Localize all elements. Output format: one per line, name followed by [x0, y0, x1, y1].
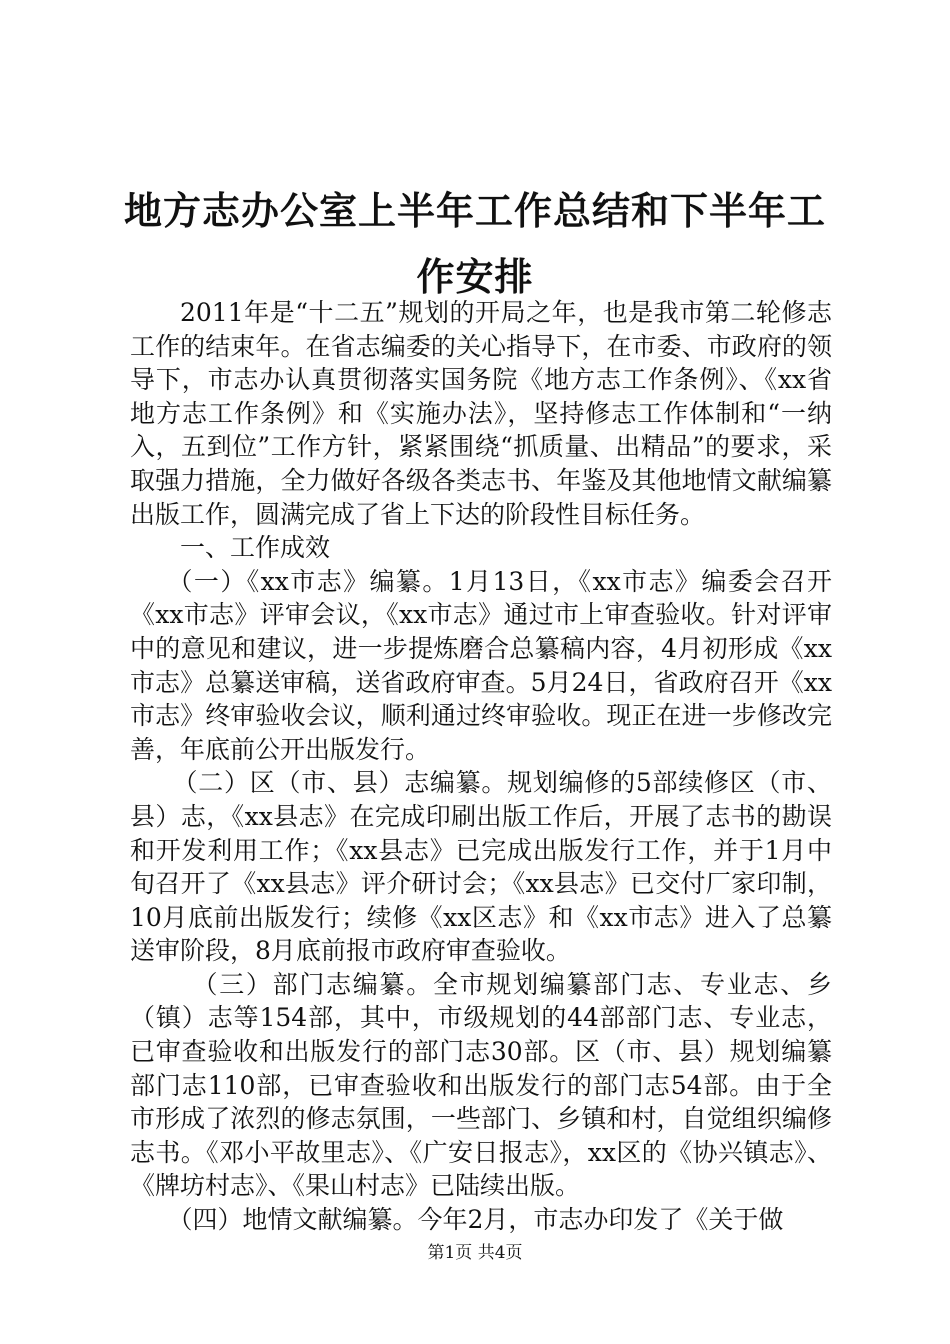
paragraph-city-gazetteer: （一）《xx市志》编纂。1月13日，《xx市志》编委会召开《xx市志》评审会议，《xx市志》通过市上审查验收。针对评审中的意见和建议，进一步提炼磨合总纂稿内容，4月初形成《xx市志》总纂送审稿，送省政府审查。5月24日，省政府召开《xx市志》终审验收会议，顺利通过终审验收。现正在进一步修改完善，年底前公开出版发行。	[130, 566, 832, 764]
page-number-footer: 第1页 共4页	[427, 1243, 523, 1263]
document-body	[130, 296, 832, 1237]
paragraph-county-gazetteer: （二）区（市、县）志编纂。规划编修的5部续修区（市、县）志，《xx县志》在完成印刷出版工作后，开展了志书的勘误和开发利用工作；《xx县志》已完成出版发行工作，并于1月中旬召开了《xx县志》评介研讨会；《xx县志》已交付厂家印制，10月底前出版发行；续修《xx区志》和《xx市志》进入了总纂送审阶段，8月底前报市政府审查验收。	[130, 768, 832, 966]
document-title: 地方志办公室上半年工作总结和下半年工作安排	[123, 188, 826, 299]
paragraph-department-gazetteer: （三）部门志编纂。全市规划编纂部门志、专业志、乡（镇）志等154部，其中，市级规划的44部部门志、专业志，已审查验收和出版发行的部门志30部。区（市、县）规划编纂部门志110部，已审查验收和出版发行的部门志54部。由于全市形成了浓烈的修志氛围，一些部门、乡镇和村，自觉组织编修志书。《邓小平故里志》、《广安日报志》，xx区的《协兴镇志》、《牌坊村志》、《果山村志》已陆续出版。	[130, 969, 832, 1201]
paragraph-local-documents: （四）地情文献编纂。今年2月，市志办印发了《关于做	[167, 1205, 784, 1235]
section-heading-achievements: 一、工作成效	[180, 533, 331, 563]
paragraph-intro: 2011年是“十二五”规划的开局之年，也是我市第二轮修志工作的结束年。在省志编委的关心指导下，在市委、市政府的领导下，市志办认真贯彻落实国务院《地方志工作条例》、《xx省地方志工作条例》和《实施办法》，坚持修志工作体制和“一纳入，五到位”工作方针，紧紧围绕“抓质量、出精品”的要求，采取强力措施，全力做好各级各类志书、年鉴及其他地情文献编纂出版工作，圆满完成了省上下达的阶段性目标任务。	[130, 298, 832, 529]
